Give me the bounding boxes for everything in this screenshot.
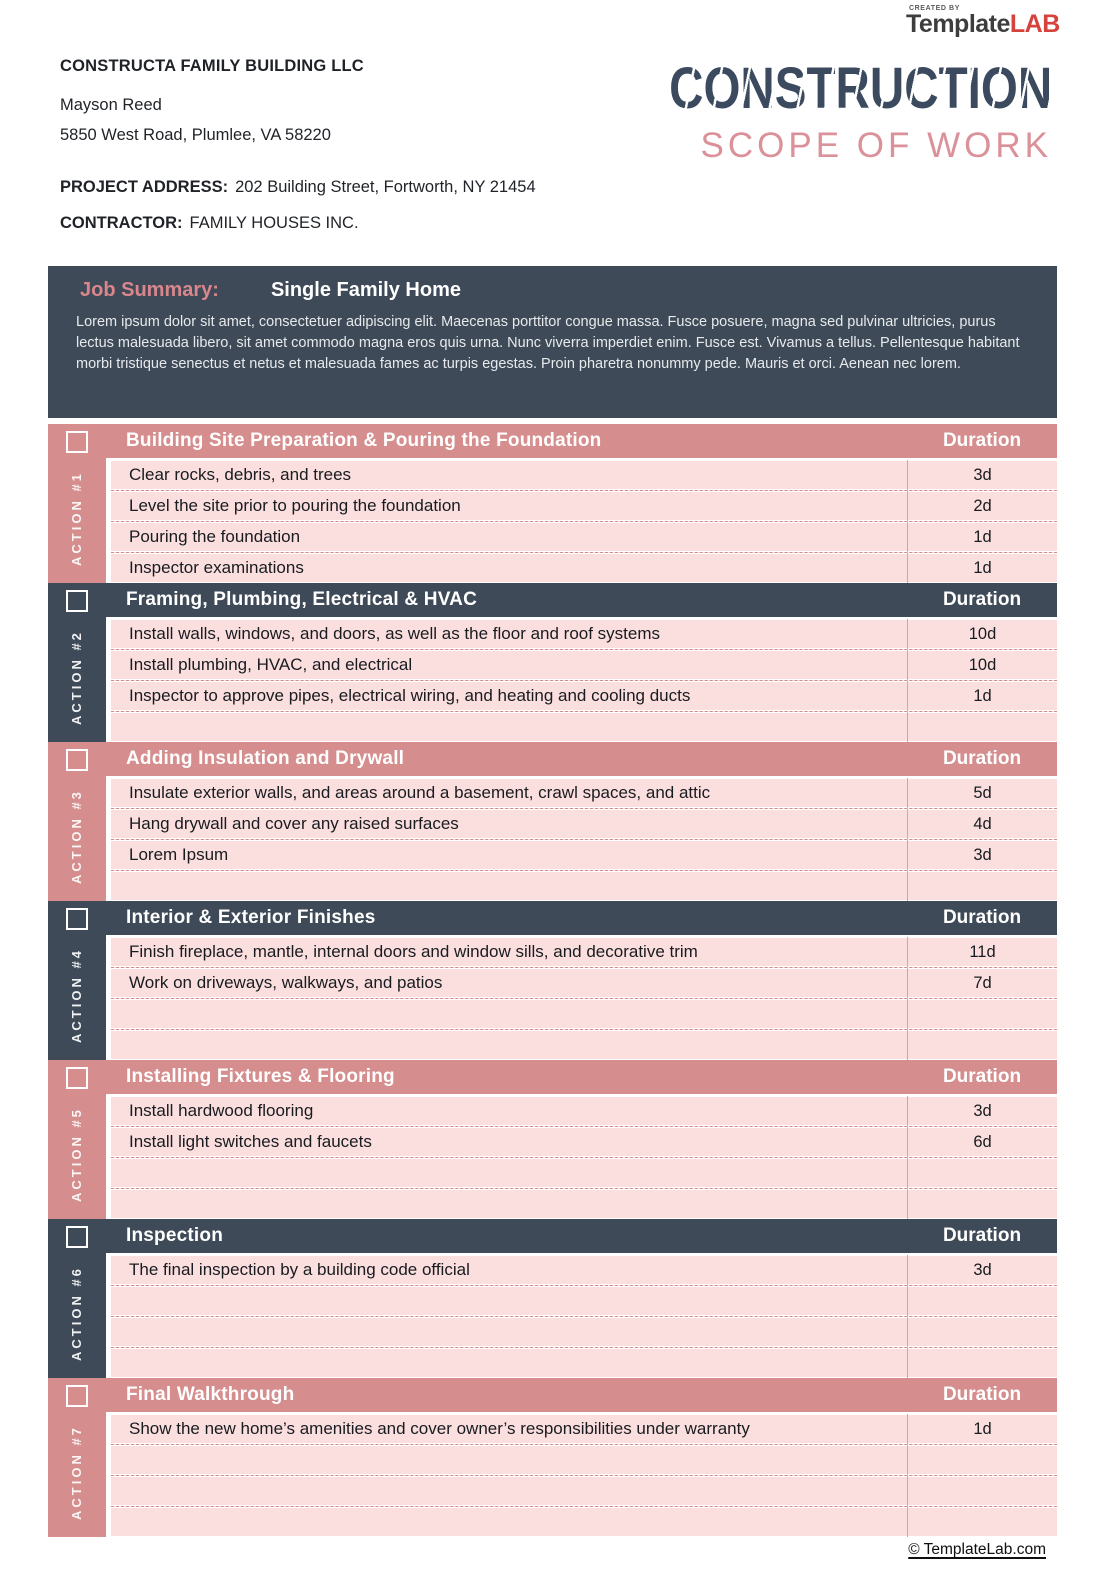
- duration-cell: 5d: [973, 783, 992, 802]
- table-row: [111, 999, 1057, 1030]
- task-rows: [106, 935, 1057, 1060]
- document-title-block: [585, 56, 1052, 166]
- duration-cell: 11d: [969, 942, 996, 961]
- task-cell: [111, 1348, 908, 1378]
- project-address-line: [60, 178, 536, 197]
- task-cell: [111, 1189, 908, 1219]
- action-sidebar: [48, 901, 106, 1060]
- section-action-6: [48, 1219, 1057, 1378]
- section-content: [106, 1060, 1057, 1219]
- task-rows: [106, 458, 1057, 583]
- action-sidebar: [48, 1219, 106, 1378]
- table-row: [111, 809, 1057, 840]
- project-address-value: 202 Building Street, Fortworth, NY 21454: [235, 178, 536, 196]
- task-rows: [106, 776, 1057, 901]
- duration-cell: 4d: [973, 814, 992, 833]
- section-checkbox[interactable]: [66, 749, 88, 771]
- task-cell: [111, 712, 908, 742]
- task-cell: [111, 871, 908, 901]
- section-checkbox[interactable]: [66, 590, 88, 612]
- action-sidebar: [48, 1060, 106, 1219]
- table-row: [111, 491, 1057, 522]
- company-contact: Mayson Reed: [60, 96, 162, 114]
- table-row: [111, 712, 1057, 742]
- contractor-line: [60, 214, 536, 233]
- action-label: ACTION #7: [69, 1425, 84, 1520]
- table-row: [111, 1348, 1057, 1378]
- section-header: [106, 583, 1057, 617]
- duration-column-header: Duration: [942, 589, 1022, 610]
- duration-column-header: Duration: [942, 430, 1022, 451]
- company-block: [60, 57, 364, 150]
- duration-cell: 3d: [973, 465, 992, 484]
- duration-column-header: Duration: [942, 1384, 1022, 1405]
- duration-cell: 10d: [968, 655, 997, 674]
- table-row: [111, 619, 1057, 650]
- section-checkbox[interactable]: [66, 1385, 88, 1407]
- task-cell: Lorem Ipsum: [111, 840, 908, 870]
- contractor-label: CONTRACTOR:: [60, 214, 183, 232]
- section-content: [106, 742, 1057, 901]
- action-sidebar: [48, 742, 106, 901]
- action-label: ACTION #4: [69, 948, 84, 1043]
- task-cell: Level the site prior to pouring the foundation: [111, 491, 908, 521]
- created-by-text: CREATED BY: [909, 5, 960, 12]
- duration-cell: 1d: [973, 527, 992, 546]
- table-row: [111, 1317, 1057, 1348]
- scope-of-work-subtitle: SCOPE OF WORK: [700, 126, 1052, 165]
- brand-lab-text: LAB: [1009, 10, 1060, 38]
- table-row: [111, 522, 1057, 553]
- table-row: [111, 1445, 1057, 1476]
- duration-cell: 3d: [973, 1260, 992, 1279]
- table-row: [111, 1189, 1057, 1219]
- task-cell: [111, 1030, 908, 1060]
- table-row: [111, 840, 1057, 871]
- section-content: [106, 1219, 1057, 1378]
- duration-column-header: Duration: [942, 907, 1022, 928]
- table-row: [111, 937, 1057, 968]
- duration-cell: 1d: [973, 558, 992, 577]
- table-row: [111, 871, 1057, 901]
- section-checkbox[interactable]: [66, 1067, 88, 1089]
- task-rows: [106, 1094, 1057, 1219]
- section-content: [106, 1378, 1057, 1537]
- table-row: [111, 1414, 1057, 1445]
- contractor-value: FAMILY HOUSES INC.: [189, 214, 359, 232]
- duration-cell: 2d: [973, 496, 992, 515]
- table-row: [111, 1030, 1057, 1060]
- section-header: [106, 424, 1057, 458]
- duration-cell: 3d: [973, 1101, 992, 1120]
- duration-cell: 3d: [973, 845, 992, 864]
- templatelab-logo: [906, 5, 1060, 37]
- table-row: [111, 681, 1057, 712]
- task-cell: Inspector examinations: [111, 553, 908, 583]
- task-cell: [111, 1445, 908, 1475]
- job-summary-description: Lorem ipsum dolor sit amet, consectetuer adipiscing elit. Maecenas porttitor congue massa. Fusce posuere, magna sed pulvinar ultricies, purus lectus malesuada libero, sit amet commodo magna eros quis urna. Nunc viverra imperdiet enim. Fusce est. Vivamus a tellus. Pellentesque habitant morbi tristique senectus et netus et malesuada fames ac turpis egestas. Proin pharetra nonummy pede. Mauris et orci. Aenean nec lorem.: [76, 314, 1020, 372]
- task-cell: [111, 1286, 908, 1316]
- table-row: [111, 1127, 1057, 1158]
- section-checkbox[interactable]: [66, 908, 88, 930]
- brand-template-text: Template: [906, 10, 1010, 38]
- table-row: [111, 1158, 1057, 1189]
- job-summary-panel: [48, 266, 1057, 418]
- duration-cell: 1d: [973, 686, 992, 705]
- task-cell: Inspector to approve pipes, electrical wiring, and heating and cooling ducts: [111, 681, 908, 711]
- section-content: [106, 583, 1057, 742]
- action-label: ACTION #5: [69, 1107, 84, 1202]
- task-cell: [111, 1476, 908, 1506]
- task-cell: [111, 1158, 908, 1188]
- job-summary-value: Single Family Home: [270, 279, 461, 301]
- section-header: [106, 742, 1057, 776]
- table-row: [111, 650, 1057, 681]
- action-label: ACTION #3: [69, 789, 84, 884]
- company-address: 5850 West Road, Plumlee, VA 58220: [60, 126, 331, 144]
- duration-column-header: Duration: [942, 1066, 1022, 1087]
- section-checkbox[interactable]: [66, 431, 88, 453]
- task-cell: [111, 999, 908, 1029]
- section-content: [106, 901, 1057, 1060]
- section-action-3: [48, 742, 1057, 901]
- job-summary-label: Job Summary:: [80, 279, 219, 301]
- table-row: [111, 1286, 1057, 1317]
- task-cell: [111, 1317, 908, 1347]
- duration-cell: 6d: [973, 1132, 992, 1151]
- duration-column-header: Duration: [942, 748, 1022, 769]
- task-cell: [111, 1507, 908, 1537]
- action-label: ACTION #2: [69, 630, 84, 725]
- action-sidebar: [48, 1378, 106, 1537]
- section-title: Interior & Exterior Finishes: [126, 907, 376, 928]
- task-cell: Install light switches and faucets: [111, 1127, 908, 1157]
- sections: [48, 424, 1057, 1537]
- section-action-5: [48, 1060, 1057, 1219]
- table-row: [111, 1476, 1057, 1507]
- action-sidebar: [48, 583, 106, 742]
- table-row: [111, 968, 1057, 999]
- action-sidebar: [48, 424, 106, 583]
- templatelab-wordmark: [906, 12, 1060, 37]
- task-rows: [106, 1253, 1057, 1378]
- table-row: [111, 553, 1057, 583]
- task-cell: Install plumbing, HVAC, and electrical: [111, 650, 908, 680]
- task-cell: Finish fireplace, mantle, internal doors and window sills, and decorative trim: [111, 937, 908, 967]
- section-action-4: [48, 901, 1057, 1060]
- section-action-2: [48, 583, 1057, 742]
- section-action-7: [48, 1378, 1057, 1537]
- section-header: [106, 1219, 1057, 1253]
- task-cell: Install hardwood flooring: [111, 1096, 908, 1126]
- project-meta: [60, 178, 536, 250]
- section-title: Framing, Plumbing, Electrical & HVAC: [126, 589, 478, 610]
- table-row: [111, 1507, 1057, 1537]
- table-row: [111, 778, 1057, 809]
- section-title: Adding Insulation and Drywall: [126, 748, 405, 769]
- task-rows: [106, 1412, 1057, 1537]
- task-cell: Hang drywall and cover any raised surfaces: [111, 809, 908, 839]
- section-title: Final Walkthrough: [126, 1384, 295, 1405]
- task-cell: Work on driveways, walkways, and patios: [111, 968, 908, 998]
- task-cell: Show the new home’s amenities and cover owner’s responsibilities under warranty: [111, 1414, 908, 1444]
- section-checkbox[interactable]: [66, 1226, 88, 1248]
- action-label: ACTION #6: [69, 1266, 84, 1361]
- task-cell: The final inspection by a building code official: [111, 1255, 908, 1285]
- duration-cell: 10d: [968, 624, 997, 643]
- section-action-1: [48, 424, 1057, 583]
- task-rows: [106, 617, 1057, 742]
- duration-cell: 7d: [973, 973, 992, 992]
- section-title: Building Site Preparation & Pouring the Foundation: [126, 430, 602, 451]
- section-title: Inspection: [126, 1225, 224, 1246]
- project-address-label: PROJECT ADDRESS:: [60, 178, 229, 196]
- section-header: [106, 901, 1057, 935]
- footer-copyright-link[interactable]: © TemplateLab.com: [908, 1541, 1046, 1558]
- task-cell: Install walls, windows, and doors, as well as the floor and roof systems: [111, 619, 908, 649]
- action-label: ACTION #1: [69, 471, 84, 566]
- section-header: [106, 1378, 1057, 1412]
- duration-column-header: Duration: [942, 1225, 1022, 1246]
- section-header: [106, 1060, 1057, 1094]
- job-summary-header: [76, 279, 1029, 302]
- table-row: [111, 460, 1057, 491]
- task-cell: Insulate exterior walls, and areas around a basement, crawl spaces, and attic: [111, 778, 908, 808]
- construction-title: CONSTRUCTION: [668, 56, 1052, 121]
- table-row: [111, 1096, 1057, 1127]
- table-row: [111, 1255, 1057, 1286]
- company-name: CONSTRUCTA FAMILY BUILDING LLC: [60, 57, 364, 75]
- section-title: Installing Fixtures & Flooring: [126, 1066, 395, 1087]
- section-content: [106, 424, 1057, 583]
- task-cell: Clear rocks, debris, and trees: [111, 460, 908, 490]
- task-cell: Pouring the foundation: [111, 522, 908, 552]
- duration-cell: 1d: [973, 1419, 992, 1438]
